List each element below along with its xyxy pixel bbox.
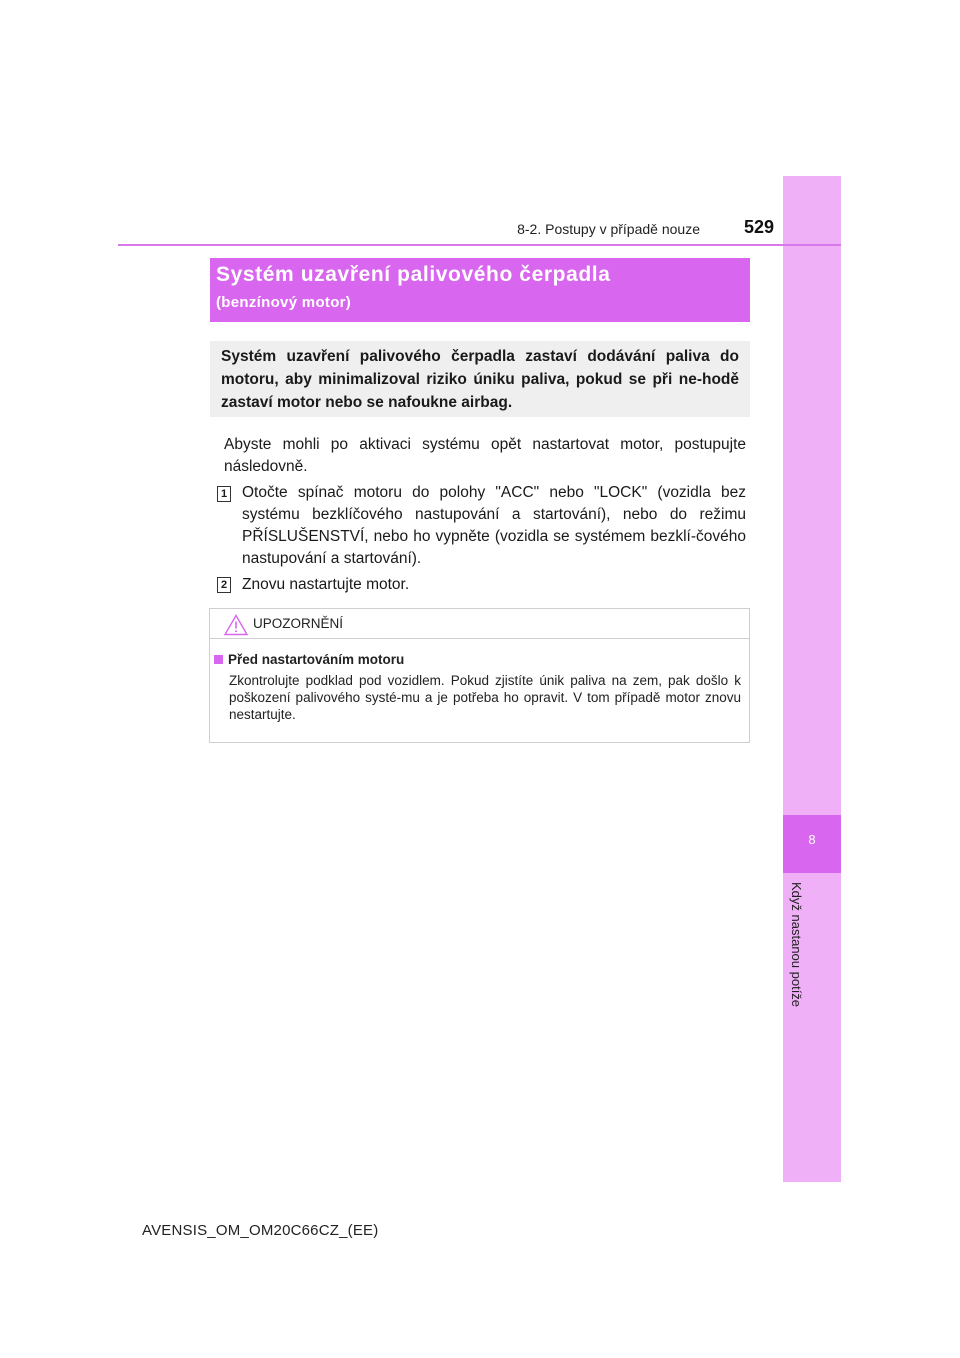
warning-header <box>210 609 749 639</box>
page-number: 529 <box>743 217 774 237</box>
section-title: Systém uzavření palivového čerpadla <box>216 263 611 286</box>
warning-heading <box>214 652 404 667</box>
warning-label: UPOZORNĚNÍ <box>253 616 344 631</box>
section-subtitle: (benzínový motor) <box>216 294 352 311</box>
bullet-square-icon <box>214 655 223 664</box>
step-1-text: Otočte spínač motoru do polohy "ACC" nebo "LOCK" (vozidla bez systému bezklíčového nastupování a startování), nebo do režimu PŘÍSLUŠENSTVÍ, nebo ho vypněte (vozidla se systémem bezklí-čového nastupování a startování). <box>242 484 746 567</box>
step-1-badge: 1 <box>217 486 231 502</box>
warning-triangle-icon <box>224 614 248 636</box>
warning-box <box>209 608 750 743</box>
step-2-text: Znovu nastartujte motor. <box>242 576 410 593</box>
document-footer-code: AVENSIS_OM_OM20C66CZ_(EE) <box>142 1222 379 1239</box>
intro-summary: Systém uzavření palivového čerpadla zastaví dodávání paliva do motoru, aby minimalizoval riziko úniku paliva, pokud se při ne-hodě zastaví motor nebo se nafoukne airbag. <box>210 341 750 417</box>
body-paragraph: Abyste mohli po aktivaci systému opět nastartovat motor, postupujte následovně. <box>224 436 746 475</box>
step-2-badge: 2 <box>217 577 231 593</box>
chapter-title: Když nastanou potíže <box>789 882 804 1008</box>
warning-text: Zkontrolujte podklad pod vozidlem. Pokud zjistíte únik paliva na zem, pak došlo k poškození palivového systé-mu a je potřeba ho opravit. V tom případě motor znovu nestartujte. <box>229 673 741 722</box>
header-section-title: 8-2. Postupy v případě nouze <box>517 221 700 237</box>
header-divider <box>118 244 841 246</box>
section-title-box <box>210 258 750 322</box>
warning-heading-text: Před nastartováním motoru <box>228 652 405 667</box>
chapter-number: 8 <box>808 832 816 847</box>
